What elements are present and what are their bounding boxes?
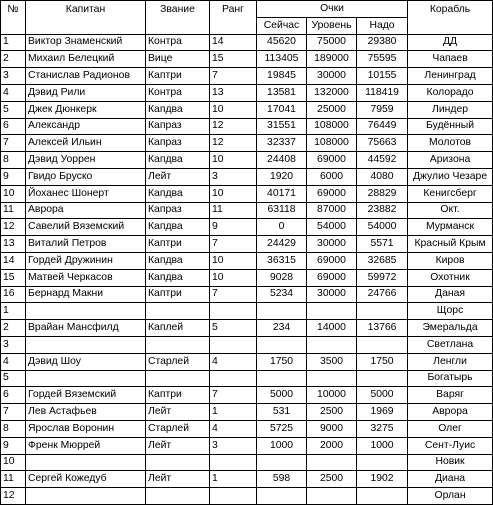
cell-need: 76449 <box>357 118 408 135</box>
cell-level: 25000 <box>307 101 357 118</box>
table-row <box>1 219 493 236</box>
header-now: Сейчас <box>257 17 307 34</box>
cell-need: 10155 <box>357 68 408 85</box>
cell-now <box>257 454 307 471</box>
cell-title: Старлей <box>146 353 210 370</box>
cell-now <box>257 336 307 353</box>
cell-level: 30000 <box>307 286 357 303</box>
table-row <box>1 34 493 51</box>
cell-ship: Линдер <box>408 101 493 118</box>
cell-ship: Новик <box>408 454 493 471</box>
cell-need: 32685 <box>357 252 408 269</box>
cell-captain <box>26 454 146 471</box>
cell-num: 5 <box>1 101 26 118</box>
cell-num: 7 <box>1 404 26 421</box>
cell-captain: Дэвид Шоу <box>26 353 146 370</box>
cell-level: 30000 <box>307 236 357 253</box>
cell-ship: Окт. <box>408 202 493 219</box>
header-num: № <box>1 1 26 35</box>
table-row <box>1 202 493 219</box>
cell-ship: Олег <box>408 420 493 437</box>
cell-need: 5571 <box>357 236 408 253</box>
cell-ship: Орлан <box>408 488 493 505</box>
cell-num: 6 <box>1 118 26 135</box>
cell-need <box>357 303 408 320</box>
cell-level: 54000 <box>307 219 357 236</box>
table-row <box>1 269 493 286</box>
cell-rank: 1 <box>210 471 257 488</box>
cell-captain <box>26 370 146 387</box>
cell-level: 75000 <box>307 34 357 51</box>
cell-level: 2500 <box>307 471 357 488</box>
table-row <box>1 320 493 337</box>
cell-num: 9 <box>1 168 26 185</box>
cell-title: Капдва <box>146 101 210 118</box>
cell-ship: Светлана <box>408 336 493 353</box>
cell-now: 1750 <box>257 353 307 370</box>
table-body <box>1 34 493 504</box>
cell-rank: 9 <box>210 219 257 236</box>
cell-need: 1902 <box>357 471 408 488</box>
cell-num: 9 <box>1 437 26 454</box>
cell-rank: 12 <box>210 135 257 152</box>
cell-title <box>146 370 210 387</box>
cell-num: 10 <box>1 454 26 471</box>
cell-title: Капдва <box>146 219 210 236</box>
cell-title: Каптри <box>146 286 210 303</box>
cell-need: 1969 <box>357 404 408 421</box>
cell-captain: Дэвид Уоррен <box>26 152 146 169</box>
cell-rank <box>210 303 257 320</box>
table-row <box>1 404 493 421</box>
cell-ship: Щорс <box>408 303 493 320</box>
cell-need <box>357 370 408 387</box>
cell-title <box>146 454 210 471</box>
table-row <box>1 370 493 387</box>
cell-now: 598 <box>257 471 307 488</box>
cell-need: 54000 <box>357 219 408 236</box>
cell-num: 2 <box>1 320 26 337</box>
cell-num: 10 <box>1 185 26 202</box>
cell-num: 6 <box>1 387 26 404</box>
cell-need: 4080 <box>357 168 408 185</box>
cell-captain: Гвидо Бруско <box>26 168 146 185</box>
cell-need: 75595 <box>357 51 408 68</box>
cell-ship: Охотник <box>408 269 493 286</box>
cell-num: 3 <box>1 68 26 85</box>
cell-level <box>307 454 357 471</box>
table-row <box>1 420 493 437</box>
cell-num: 8 <box>1 420 26 437</box>
cell-ship: ДД <box>408 34 493 51</box>
cell-rank <box>210 370 257 387</box>
cell-num: 4 <box>1 84 26 101</box>
cell-ship: Варяг <box>408 387 493 404</box>
cell-captain: Врайан Мансфилд <box>26 320 146 337</box>
cell-level: 132000 <box>307 84 357 101</box>
cell-num: 7 <box>1 135 26 152</box>
cell-captain <box>26 336 146 353</box>
cell-now: 40171 <box>257 185 307 202</box>
cell-now: 531 <box>257 404 307 421</box>
table-row <box>1 437 493 454</box>
cell-captain: Сергей Кожедуб <box>26 471 146 488</box>
cell-level: 108000 <box>307 118 357 135</box>
cell-now: 63118 <box>257 202 307 219</box>
cell-now: 5725 <box>257 420 307 437</box>
table-row <box>1 387 493 404</box>
header-ship: Корабль <box>408 1 493 35</box>
cell-num: 13 <box>1 236 26 253</box>
cell-title: Каптри <box>146 387 210 404</box>
cell-rank: 4 <box>210 353 257 370</box>
cell-level: 9000 <box>307 420 357 437</box>
cell-now: 36315 <box>257 252 307 269</box>
cell-num: 1 <box>1 303 26 320</box>
cell-rank: 10 <box>210 269 257 286</box>
cell-ship: Будённый <box>408 118 493 135</box>
cell-captain: Френк Мюррей <box>26 437 146 454</box>
cell-ship: Диана <box>408 471 493 488</box>
cell-need: 29380 <box>357 34 408 51</box>
table-row <box>1 336 493 353</box>
cell-title: Лейт <box>146 404 210 421</box>
cell-need <box>357 336 408 353</box>
cell-rank: 1 <box>210 404 257 421</box>
cell-captain <box>26 303 146 320</box>
table-row <box>1 236 493 253</box>
cell-now: 24429 <box>257 236 307 253</box>
cell-title: Каптри <box>146 236 210 253</box>
cell-ship: Красный Крым <box>408 236 493 253</box>
table-row <box>1 303 493 320</box>
cell-need: 23882 <box>357 202 408 219</box>
cell-level <box>307 303 357 320</box>
header-level: Уровень <box>307 17 357 34</box>
cell-captain: Александр <box>26 118 146 135</box>
cell-ship: Молотов <box>408 135 493 152</box>
cell-now: 113405 <box>257 51 307 68</box>
cell-rank <box>210 488 257 505</box>
cell-num: 4 <box>1 353 26 370</box>
cell-title: Капдва <box>146 152 210 169</box>
cell-now: 31551 <box>257 118 307 135</box>
cell-now <box>257 370 307 387</box>
cell-title: Лейт <box>146 471 210 488</box>
cell-captain <box>26 488 146 505</box>
cell-rank: 7 <box>210 236 257 253</box>
cell-level: 69000 <box>307 185 357 202</box>
cell-num: 16 <box>1 286 26 303</box>
cell-level: 69000 <box>307 152 357 169</box>
cell-num: 11 <box>1 471 26 488</box>
cell-rank <box>210 336 257 353</box>
cell-rank: 5 <box>210 320 257 337</box>
cell-level: 189000 <box>307 51 357 68</box>
table-row <box>1 353 493 370</box>
header-need: Надо <box>357 17 408 34</box>
header-rank: Ранг <box>210 1 257 35</box>
cell-rank: 4 <box>210 420 257 437</box>
cell-captain: Алексей Ильин <box>26 135 146 152</box>
table-row <box>1 51 493 68</box>
cell-title <box>146 488 210 505</box>
header-points: Очки <box>257 1 408 18</box>
cell-need: 1000 <box>357 437 408 454</box>
cell-now <box>257 488 307 505</box>
cell-level: 3500 <box>307 353 357 370</box>
cell-title <box>146 303 210 320</box>
table-row <box>1 488 493 505</box>
cell-level <box>307 336 357 353</box>
cell-rank: 14 <box>210 34 257 51</box>
cell-need: 118419 <box>357 84 408 101</box>
cell-ship: Аврора <box>408 404 493 421</box>
cell-need: 24766 <box>357 286 408 303</box>
cell-now: 5000 <box>257 387 307 404</box>
cell-now: 24408 <box>257 152 307 169</box>
cell-need <box>357 454 408 471</box>
cell-title: Капраз <box>146 118 210 135</box>
cell-level <box>307 488 357 505</box>
cell-need: 7959 <box>357 101 408 118</box>
cell-rank: 7 <box>210 286 257 303</box>
cell-title: Вице <box>146 51 210 68</box>
cell-title: Капраз <box>146 202 210 219</box>
cell-ship: Аризона <box>408 152 493 169</box>
cell-need: 75663 <box>357 135 408 152</box>
cell-captain: Джек Дюнкерк <box>26 101 146 118</box>
cell-num: 5 <box>1 370 26 387</box>
cell-need: 1750 <box>357 353 408 370</box>
cell-ship: Ленинград <box>408 68 493 85</box>
cell-rank <box>210 454 257 471</box>
cell-ship: Кенигсберг <box>408 185 493 202</box>
cell-captain: Йоханес Шонерт <box>26 185 146 202</box>
table-row <box>1 152 493 169</box>
cell-title: Капдва <box>146 269 210 286</box>
cell-now: 9028 <box>257 269 307 286</box>
cell-level: 14000 <box>307 320 357 337</box>
cell-now: 45620 <box>257 34 307 51</box>
cell-need: 59972 <box>357 269 408 286</box>
cell-level: 6000 <box>307 168 357 185</box>
cell-ship: Киров <box>408 252 493 269</box>
cell-now: 32337 <box>257 135 307 152</box>
cell-level: 2000 <box>307 437 357 454</box>
cell-now: 17041 <box>257 101 307 118</box>
cell-need: 44592 <box>357 152 408 169</box>
cell-title: Контра <box>146 34 210 51</box>
cell-captain: Гордей Дружинин <box>26 252 146 269</box>
cell-level: 87000 <box>307 202 357 219</box>
cell-captain: Виталий Петров <box>26 236 146 253</box>
cell-now: 1000 <box>257 437 307 454</box>
table-row <box>1 84 493 101</box>
cell-now: 0 <box>257 219 307 236</box>
cell-rank: 13 <box>210 84 257 101</box>
table-row <box>1 68 493 85</box>
cell-level: 10000 <box>307 387 357 404</box>
cell-now: 13581 <box>257 84 307 101</box>
cell-rank: 7 <box>210 387 257 404</box>
cell-need: 3275 <box>357 420 408 437</box>
cell-num: 2 <box>1 51 26 68</box>
table-row <box>1 454 493 471</box>
table-row <box>1 118 493 135</box>
cell-now: 1920 <box>257 168 307 185</box>
header-title: Звание <box>146 1 210 35</box>
table-row <box>1 286 493 303</box>
cell-ship: Эмеральда <box>408 320 493 337</box>
cell-title: Каплей <box>146 320 210 337</box>
cell-title: Каптри <box>146 68 210 85</box>
cell-ship: Колорадо <box>408 84 493 101</box>
cell-title: Старлей <box>146 420 210 437</box>
cell-captain: Дэвид Рили <box>26 84 146 101</box>
cell-need: 28829 <box>357 185 408 202</box>
cell-rank: 15 <box>210 51 257 68</box>
cell-rank: 10 <box>210 152 257 169</box>
cell-ship: Богатырь <box>408 370 493 387</box>
cell-level: 2500 <box>307 404 357 421</box>
cell-num: 3 <box>1 336 26 353</box>
cell-level <box>307 370 357 387</box>
cell-rank: 12 <box>210 118 257 135</box>
cell-ship: Мурманск <box>408 219 493 236</box>
table-row <box>1 101 493 118</box>
cell-need <box>357 488 408 505</box>
table-row <box>1 185 493 202</box>
table-row <box>1 252 493 269</box>
cell-rank: 10 <box>210 101 257 118</box>
cell-title: Капдва <box>146 185 210 202</box>
cell-ship: Джулио Чезаре <box>408 168 493 185</box>
cell-captain: Аврора <box>26 202 146 219</box>
cell-num: 1 <box>1 34 26 51</box>
cell-num: 11 <box>1 202 26 219</box>
cell-captain: Гордей Вяземский <box>26 387 146 404</box>
cell-title: Лейт <box>146 437 210 454</box>
cell-need: 5000 <box>357 387 408 404</box>
cell-rank: 7 <box>210 68 257 85</box>
cell-title: Капраз <box>146 135 210 152</box>
cell-title <box>146 336 210 353</box>
table-row <box>1 471 493 488</box>
cell-need: 13766 <box>357 320 408 337</box>
cell-num: 15 <box>1 269 26 286</box>
cell-captain: Станислав Радионов <box>26 68 146 85</box>
cell-title: Капдва <box>146 252 210 269</box>
cell-ship: Ленгли <box>408 353 493 370</box>
cell-num: 8 <box>1 152 26 169</box>
cell-ship: Сент-Луис <box>408 437 493 454</box>
cell-now: 234 <box>257 320 307 337</box>
cell-level: 108000 <box>307 135 357 152</box>
cell-rank: 11 <box>210 202 257 219</box>
table-row <box>1 168 493 185</box>
cell-now: 19845 <box>257 68 307 85</box>
cell-captain: Ярослав Воронин <box>26 420 146 437</box>
cell-num: 12 <box>1 219 26 236</box>
cell-rank: 3 <box>210 437 257 454</box>
cell-level: 69000 <box>307 269 357 286</box>
cell-captain: Матвей Черкасов <box>26 269 146 286</box>
cell-num: 12 <box>1 488 26 505</box>
cell-captain: Бернард Макни <box>26 286 146 303</box>
cell-rank: 10 <box>210 185 257 202</box>
cell-captain: Лев Астафьев <box>26 404 146 421</box>
cell-captain: Виктор Знаменский <box>26 34 146 51</box>
header-captain: Капитан <box>26 1 146 35</box>
cell-now: 5234 <box>257 286 307 303</box>
cell-ship: Чапаев <box>408 51 493 68</box>
cell-captain: Михаил Белецкий <box>26 51 146 68</box>
cell-captain: Савелий Вяземский <box>26 219 146 236</box>
cell-level: 69000 <box>307 252 357 269</box>
cell-ship: Даная <box>408 286 493 303</box>
cell-level: 30000 <box>307 68 357 85</box>
cell-title: Лейт <box>146 168 210 185</box>
table-row <box>1 135 493 152</box>
cell-now <box>257 303 307 320</box>
cell-rank: 10 <box>210 252 257 269</box>
cell-rank: 3 <box>210 168 257 185</box>
cell-title: Контра <box>146 84 210 101</box>
cell-num: 14 <box>1 252 26 269</box>
